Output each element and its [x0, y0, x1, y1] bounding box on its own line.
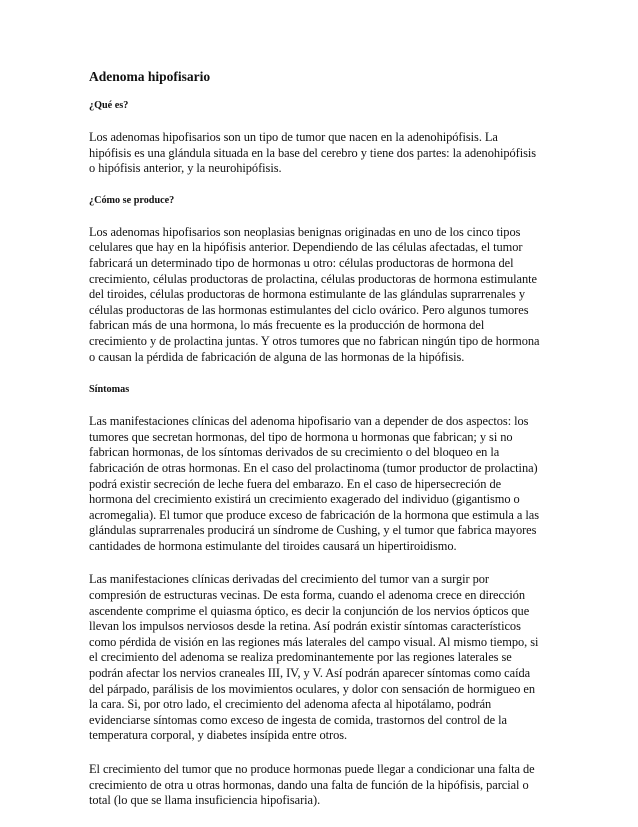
section-que-es — [89, 99, 551, 177]
document-title: Adenoma hipofisario — [89, 69, 211, 84]
paragraph-sintomas-1: Las manifestaciones clínicas del adenoma hipofisario van a depender de dos aspectos: los tumores que secretan hormonas, del tipo de hormona u hormonas que fabrican; y si no fabrican hormonas, de los síntomas derivados de su crecimiento o del bloqueo en la fabricación de otras hormonas. En el caso del prolactinoma (tumor productor de prolactina) podrá existir secreción de leche fuera del embarazo. En el caso de hipersecreción de hormona del crecimiento existirá un crecimiento exagerado del individuo (gigantismo o acromegalia). El tumor que produce exceso de fabricación de la hormona que estimula a las glándulas suprarrenales producirá un síndrome de Cushing, y el tumor que fabrica mayores cantidades de hormona estimulante del tiroides causará un hipertiroidismo. — [89, 414, 540, 553]
paragraph-sintomas-2: Las manifestaciones clínicas derivadas del crecimiento del tumor van a surgir por compresión de estructuras vecinas. De esta forma, cuando el adenoma crece en dirección ascendente comprime el quiasma óptico, es decir la conjunción de los nervios ópticos que llevan los impulsos nerviosos desde la retina. Así podrán existir síntomas característicos como pérdida de visión en las regiones más laterales del campo visual. Al mismo tiempo, si el crecimiento del adenoma se realiza predominantemente por las regiones laterales se podrán afectar los nervios craneales III, IV, y V. Así podrán aparecer síntomas como caída del párpado, parálisis de los movimientos oculares, y dolor con sensación de hormigueo en la cara. Si, por otro lado, el crecimiento del adenoma afecta al hipotálamo, podrán evidenciarse síntomas como exceso de ingesta de comida, trastornos del control de la temperatura corporal, y diabetes insípida entre otros. — [89, 572, 539, 743]
section-sintomas — [89, 383, 551, 809]
section-heading-que-es: ¿Qué es? — [89, 100, 129, 111]
section-como-se-produce — [89, 194, 551, 365]
section-heading-sintomas: Síntomas — [89, 384, 130, 396]
document-page — [89, 69, 551, 827]
paragraph-como-se-produce: Los adenomas hipofisarios son neoplasias benignas originadas en uno de los cinco tipos celulares que hay en la hipófisis anterior. Dependiendo de las células afectadas, el tumor fabricará un determinado tipo de hormonas u otro: células productoras de hormona del crecimiento, células productoras de prolactina, células productoras de hormona estimulante del tiroides, células productoras de hormona estimulante de las glándulas suprarrenales y células productoras de las hormonas estimulantes del ciclo ovárico. Pero algunos tumores fabrican más de una hormona, lo más frecuente es la producción de hormona del crecimiento y de prolactina juntas. Y otros tumores que no fabrican ningún tipo de hormona o causan la pérdida de fabricación de alguna de las hormonas de la hipófisis. — [89, 224, 540, 364]
paragraph-que-es: Los adenomas hipofisarios son un tipo de tumor que nacen en la adenohipófisis. La hipófisis es una glándula situada en la base del cerebro y tiene dos partes: la adenohipófisis o hipófisis anterior, y la neurohipófisis. — [89, 130, 537, 176]
section-heading-como-se-produce: ¿Cómo se produce? — [89, 194, 175, 206]
paragraph-sintomas-3: El crecimiento del tumor que no produce hormonas puede llegar a condicionar una falta de crecimiento de otra u otras hormonas, dando una falta de función de la hipófisis, parcial o total (lo que se llama insuficiencia hipofisaria). — [89, 762, 535, 808]
